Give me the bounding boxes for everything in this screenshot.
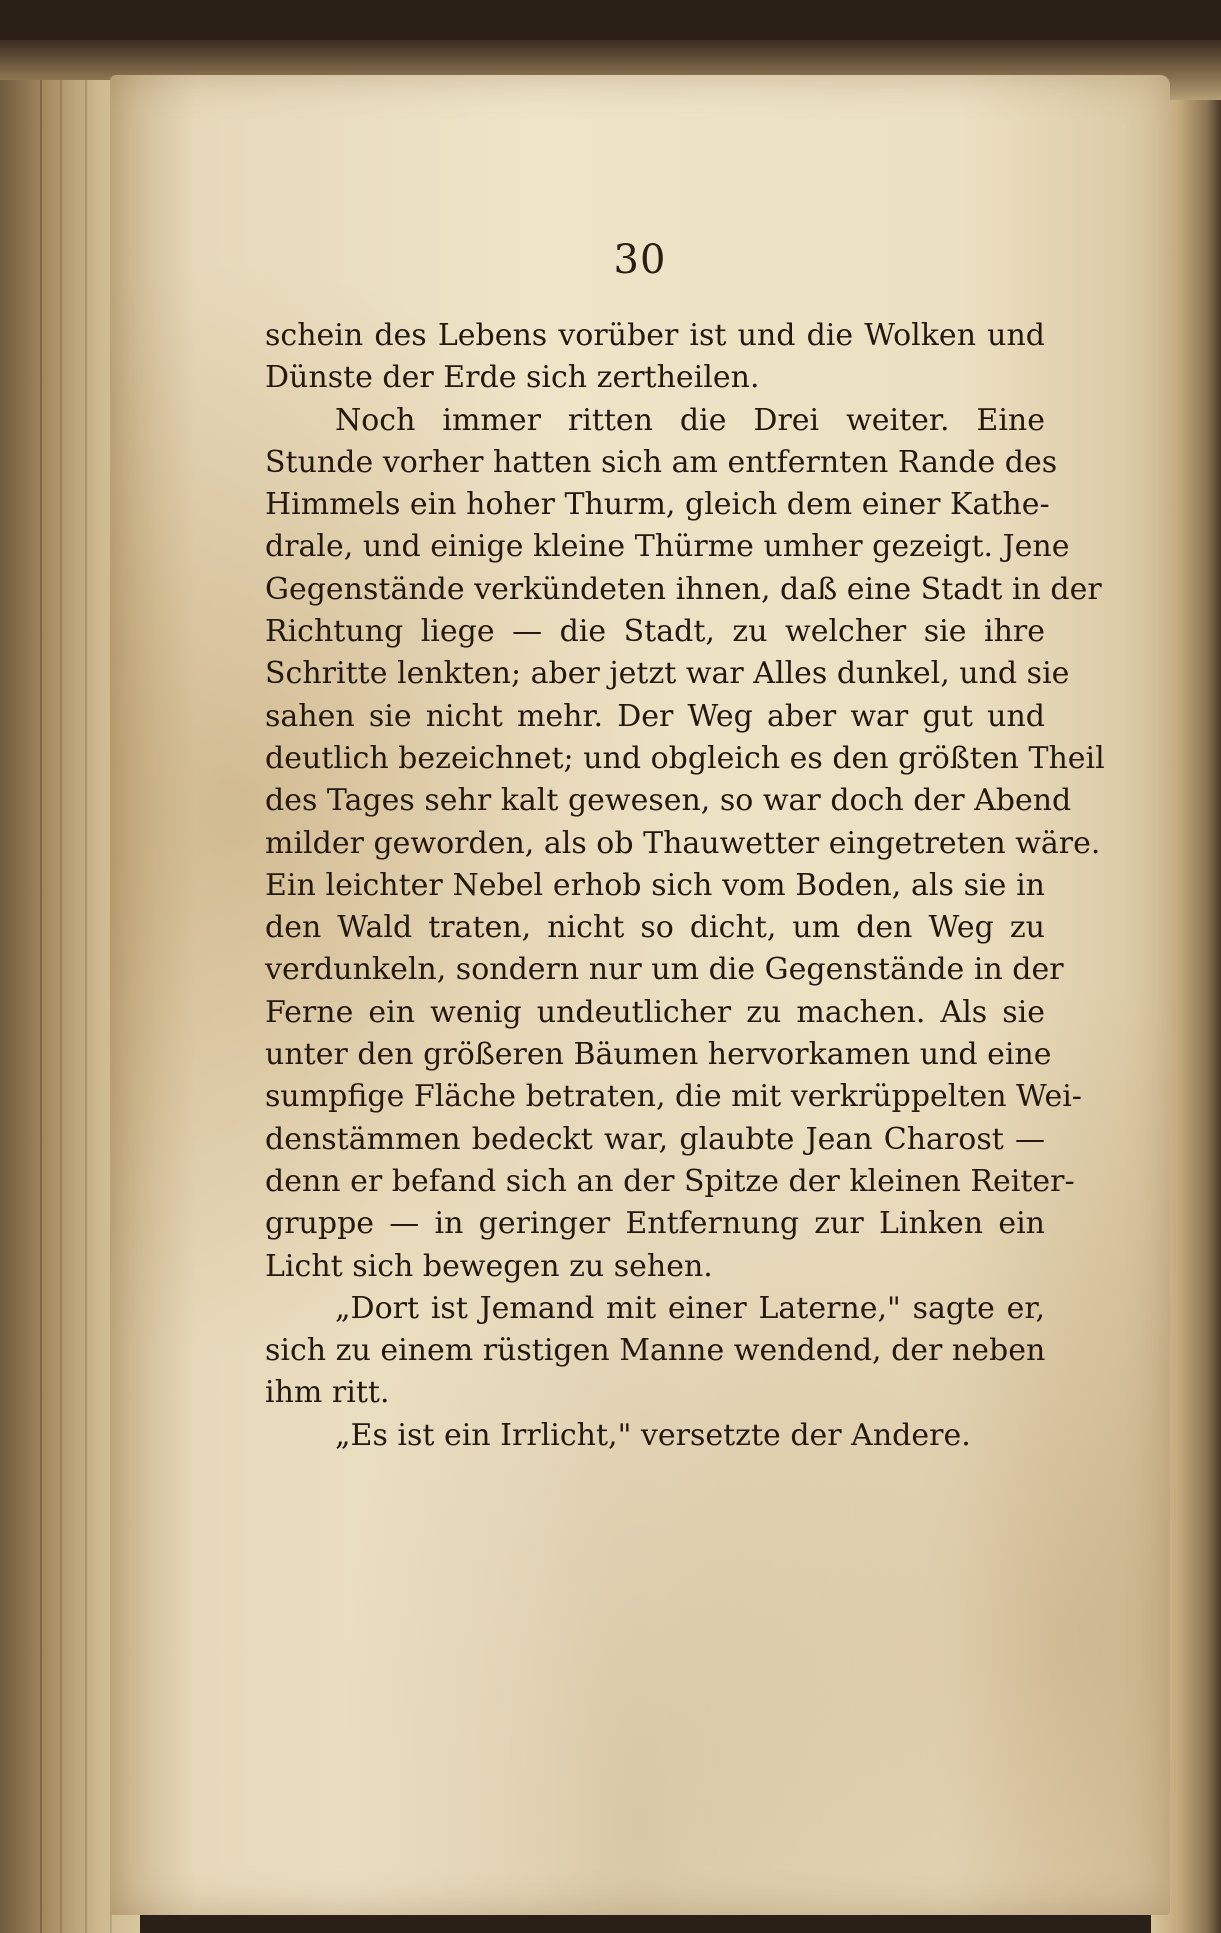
text-line: sumpfige Fläche betraten, die mit verkrüppelten Wei- [265, 1079, 1082, 1115]
text-line: verdunkeln, sondern nur um die Gegenstände in der [265, 952, 1064, 988]
text-line: Schritte lenkten; aber jetzt war Alles dunkel, und sie [265, 656, 1070, 692]
text-line: gruppe — in geringer Entfernung zur Linken ein [265, 1206, 1045, 1242]
text-line: Gegenstände verkündeten ihnen, daß eine Stadt in der [265, 571, 1102, 607]
book-page [110, 75, 1170, 1915]
text-line: Noch immer ritten die Drei weiter. Eine [335, 402, 1045, 438]
text-line: Stunde vorher hatten sich am entfernten Rande des [265, 444, 1058, 480]
text-line: deutlich bezeichnet; und obgleich es den größten Theil [265, 740, 1105, 776]
text-line: denstämmen bedeckt war, glaubte Jean Charost — [265, 1121, 1045, 1157]
text-line: denn er befand sich an der Spitze der kleinen Reiter- [265, 1163, 1075, 1199]
text-line: sahen sie nicht mehr. Der Weg aber war gut und [265, 698, 1045, 734]
text-line: des Tages sehr kalt gewesen, so war doch der Abend [265, 783, 1072, 819]
text-line: „Es ist ein Irrlicht," versetzte der Andere. [335, 1417, 971, 1453]
text-line: den Wald traten, nicht so dicht, um den Weg zu [265, 910, 1045, 946]
page-number: 30 [613, 237, 667, 283]
text-line: „Dort ist Jemand mit einer Laterne," sagte er, [335, 1290, 1045, 1326]
text-line: Himmels ein hoher Thurm, gleich dem einer Kathe- [265, 487, 1050, 523]
text-line: Ein leichter Nebel erhob sich vom Boden, als sie in [265, 867, 1045, 903]
text-line: unter den größeren Bäumen hervorkamen und eine [265, 1037, 1052, 1073]
text-line: schein des Lebens vorüber ist und die Wolken und [265, 318, 1045, 353]
text-line: milder geworden, als ob Thauwetter eingetreten wäre. [265, 825, 1101, 861]
text-line: drale, und einige kleine Thürme umher gezeigt. Jene [265, 529, 1070, 565]
text-line: Licht sich bewegen zu sehen. [265, 1248, 713, 1284]
page-text [265, 315, 1105, 1457]
text-line: ihm ritt. [265, 1375, 390, 1411]
text-line: Richtung liege — die Stadt, zu welcher sie ihre [265, 614, 1045, 650]
text-line: sich zu einem rüstigen Manne wendend, der neben [265, 1333, 1046, 1369]
text-line: Ferne ein wenig undeutlicher zu machen. Als sie [265, 994, 1045, 1030]
text-line: Dünste der Erde sich zertheilen. [265, 360, 760, 396]
